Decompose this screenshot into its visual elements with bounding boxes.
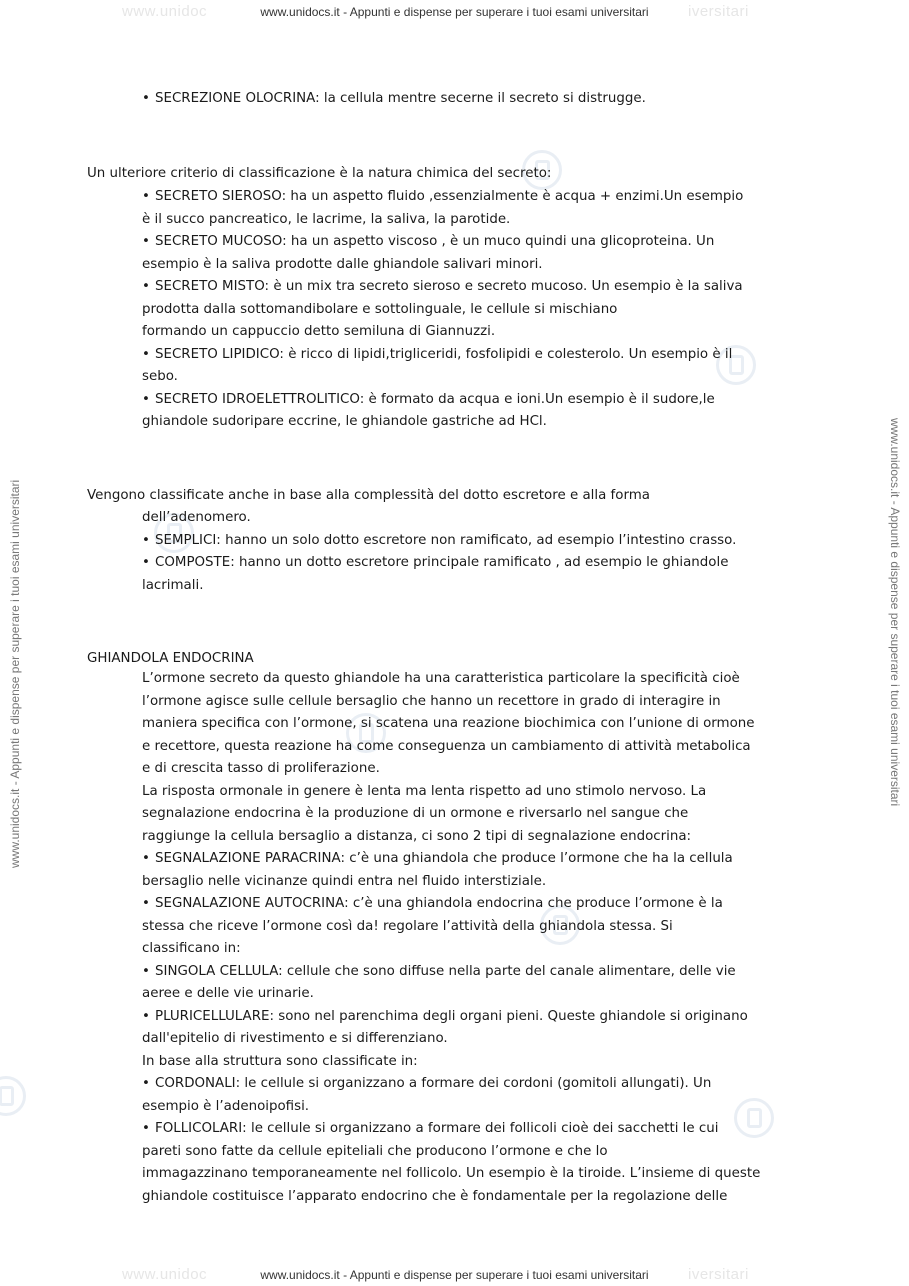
ghost-watermark-left: www.unidoc	[122, 3, 208, 20]
ghost-watermark-footer-left: www.unidoc	[122, 1266, 208, 1283]
bullet-lipidico: • SECRETO LIPIDICO: è ricco di lipidi,trigliceridi, fosfolipidi e colesterolo. Un esempio è il	[142, 346, 733, 362]
bullet-singola-cellula: • SINGOLA CELLULA: cellule che sono diffuse nella parte del canale alimentare, delle vie	[142, 963, 736, 979]
bullet-sieroso: • SECRETO SIEROSO: ha un aspetto fluido ,essenzialmente è acqua + enzimi.Un esempio	[142, 189, 744, 204]
bullet-olocrina: • SECREZIONE OLOCRINA: la cellula mentre secerne il secreto si distrugge.	[142, 91, 646, 106]
footer-watermark: www.unidocs.it - Appunti e dispense per superare i tuoi esami universitari	[260, 1268, 649, 1282]
bullet-follicolari: • FOLLICOLARI: le cellule si organizzano a formare dei follicoli cioè dei sacchetti le cui	[142, 1121, 719, 1136]
section-olocrina	[142, 88, 646, 111]
bullet-paracrina: • SEGNALAZIONE PARACRINA: c’è una ghiandola che produce l’ormone che ha la cellula	[142, 851, 733, 866]
endocrina-body: L’ormone secreto da questo ghiandole ha una caratteristica particolare la specificità cioè l’ormone agisce sulle cellule bersaglio che hanno un recettore in grado di interagire in maniera specifica con l’ormone, si scatena una reazione biochimica con l’unione di ormone e recettore, questa reazione ha come conseguenza un cambiamento di attività metabolica e di crescita tasso di proliferazione. La risposta ormonale in genere è lenta ma lenta rispetto ad uno stimolo nervoso. La segnalazione endocrina è la produzione di un ormone e riversarlo nel sangue che raggiunge la cellula bersaglio a distanza, ci sono 2 tipi di segnalazione endocrina: • SEGNALAZIONE PARACRINA: c’è una ghiandola che produce l’ormone che ha la cellula bersaglio nelle vicinanze quindi entra nel fluido interstiziale. • SEGNALAZIONE AUTOCRINA: c’è una ghiandola endocrina che produce l’ormone è la stessa che riceve l’ormone così da! regolare l’attività della ghiandola stessa. Si classificano in: • SINGOLA CELLULA: cellule che sono diffuse nella parte del canale alimentare, delle vie aeree e delle vie urinarie. • PLURICELLULARE: sono nel parenchima degli organi pieni. Queste ghiandole si originano dall'epitelio di rivestimento e si differenziano. In base alla struttura sono classificate in: • CORDONALI: le cellule si organizzano a formare dei cordoni (gomitoli allungati). Un esempio è l’adenoipofisi. • FOLLICOLARI: le cellule si organizzano a formare dei follicoli cioè dei sacchetti le cui pareti sono fatte da cellule epiteliali che producono l’ormone e che lo immagazzinano temporaneamente nel follicolo. Un esempio è la tiroide. L’insieme di queste ghiandole costituisce l’apparato endocrino che è fondamentale per la regolazione delle	[142, 671, 761, 1204]
bullet-idroelettrolitico: • SECRETO IDROELETTROLITICO: è formato da acqua e ioni.Un esempio è il sudore,le	[142, 391, 715, 407]
header-watermark: www.unidocs.it - Appunti e dispense per superare i tuoi esami universitari	[260, 5, 649, 19]
ghost-watermark-right: iversitari	[688, 3, 749, 20]
side-watermark-left: www.unidocs.it - Appunti e dispense per superare i tuoi esami universitari	[8, 479, 22, 868]
section-complessita	[87, 485, 650, 508]
section-natura-chimica	[87, 163, 551, 186]
bullet-pluricellulare: • PLURICELLULARE: sono nel parenchima degli organi pieni. Queste ghiandole si originano	[142, 1008, 748, 1024]
unidocs-logo-icon	[0, 1076, 26, 1116]
list-dotto: dell’adenomero. • SEMPLICI: hanno un solo dotto escretore non ramificato, ad esempio l’intestino crasso. • COMPOSTE: hanno un dotto escretore principale ramificato , ad esempio le ghiandole lacrimali.	[142, 510, 737, 593]
section-intro: Un ulteriore criterio di classificazione è la natura chimica del secreto:	[87, 166, 552, 181]
ghost-watermark-footer-right: iversitari	[688, 1266, 749, 1283]
section-heading: GHIANDOLA ENDOCRINA	[87, 651, 254, 666]
section-intro: Vengono classificate anche in base alla complessità del dotto escretore e alla forma	[87, 488, 650, 503]
bullet-mucoso: • SECRETO MUCOSO: ha un aspetto viscoso , è un muco quindi una glicoproteina. Un	[142, 234, 715, 249]
bullet-composte: • COMPOSTE: hanno un dotto escretore principale ramificato , ad esempio le ghiandole	[142, 555, 729, 570]
bullet-misto: • SECRETO MISTO: è un mix tra secreto sieroso e secreto mucoso. Un esempio è la saliva	[142, 279, 743, 294]
bullet-cordonali: • CORDONALI: le cellule si organizzano a formare dei cordoni (gomitoli allungati). Un	[142, 1076, 712, 1091]
side-watermark-right: www.unidocs.it - Appunti e dispense per superare i tuoi esami universitari	[888, 418, 902, 807]
bullet-semplici: • SEMPLICI: hanno un solo dotto escretore non ramificato, ad esempio l’intestino crasso.	[142, 532, 737, 548]
list-secreti: • SECRETO SIEROSO: ha un aspetto fluido ,essenzialmente è acqua + enzimi.Un esempio è il succo pancreatico, le lacrime, la saliva, la parotide. • SECRETO MUCOSO: ha un aspetto viscoso , è un muco quindi una glicoproteina. Un esempio è la saliva prodotte dalle ghiandole salivari minori. • SECRETO MISTO: è un mix tra secreto sieroso e secreto mucoso. Un esempio è la saliva prodotta dalla sottomandibolare e sottolinguale, le cellule si mischiano formando un cappuccio detto semiluna di Giannuzzi. • SECRETO LIPIDICO: è ricco di lipidi,trigliceridi, fosfolipidi e colesterolo. Un esempio è il sebo. • SECRETO IDROELETTROLITICO: è formato da acqua e ioni.Un esempio è il sudore,le ghiandole sudoripare eccrine, le ghiandole gastriche ad HCl.	[142, 186, 743, 434]
bullet-autocrina: • SEGNALAZIONE AUTOCRINA: c’è una ghiandola endocrina che produce l’ormone è la	[142, 896, 723, 911]
